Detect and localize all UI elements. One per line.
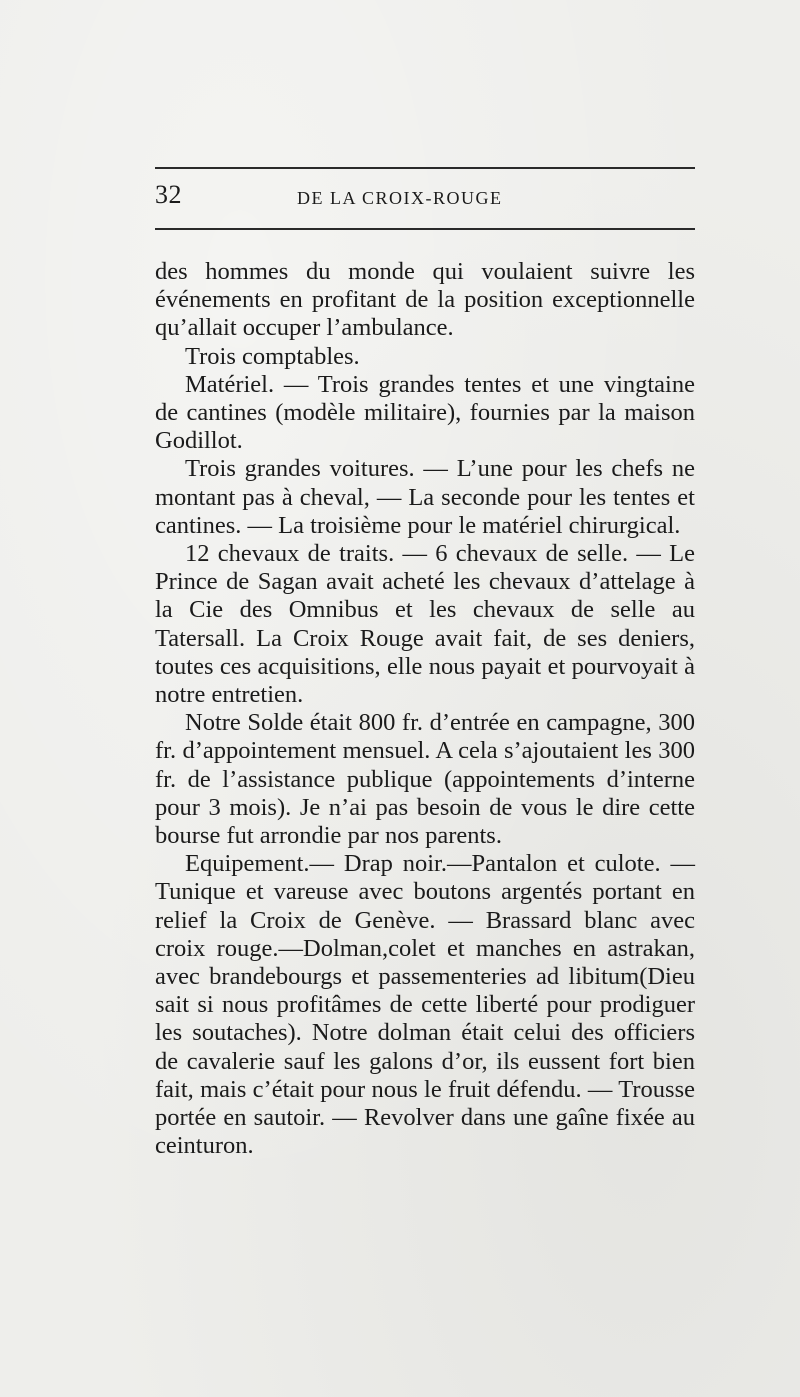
header-rule-bottom — [155, 228, 695, 230]
paragraph: Notre Solde était 800 fr. d’entrée en campagne, 300 fr. d’appointement mensuel. A cela s’ajoutaient les 300 fr. de l’assistance publique (appointements d’interne pour 3 mois). Je n’ai pas besoin de vous le dire cette bourse fut arrondie par nos parents. — [155, 709, 695, 850]
body-text — [155, 258, 695, 1161]
paragraph: Matériel. — Trois grandes tentes et une vingtaine de cantines (modèle militaire), fournies par la maison Godillot. — [155, 370, 695, 455]
page-header — [155, 180, 695, 220]
paragraph: Equipement.— Drap noir.—Pantalon et culote. — Tunique et vareuse avec boutons argentés portant en relief la Croix de Genève. — Brassard blanc avec croix rouge.—Dolman,colet et manches en astrakan, avec brandebourgs et passementeries ad libitum(Dieu sait si nous profitâmes de cette liberté pour prodiguer les soutaches). Notre dolman était celui des officiers de cavalerie sauf les galons d’or, ils eussent fort bien fait, mais c’était pour nous le fruit défendu. — Trousse portée en sautoir. — Revolver dans une gaîne fixée au ceinturon. — [155, 850, 695, 1160]
paragraph: des hommes du monde qui voulaient suivre les événements en profitant de la position exceptionnelle qu’allait occuper l’ambulance. — [155, 258, 695, 342]
page-number: 32 — [155, 180, 182, 209]
running-head: DE LA CROIX-ROUGE — [297, 188, 503, 208]
paragraph: Trois grandes voitures. — L’une pour les chefs ne montant pas à cheval, — La seconde pour les tentes et cantines. — La troisième pour le matériel chirurgical. — [155, 455, 695, 539]
header-rule-top — [155, 167, 695, 169]
paragraph: Trois comptables. — [185, 342, 360, 370]
paragraph: 12 chevaux de traits. — 6 chevaux de selle. — Le Prince de Sagan avait acheté les chevaux d’attelage à la Cie des Omnibus et les chevaux de selle au Tatersall. La Croix Rouge avait fait, de ses deniers, toutes ces acquisitions, elle nous payait et pourvoyait à notre entretien. — [155, 540, 695, 709]
